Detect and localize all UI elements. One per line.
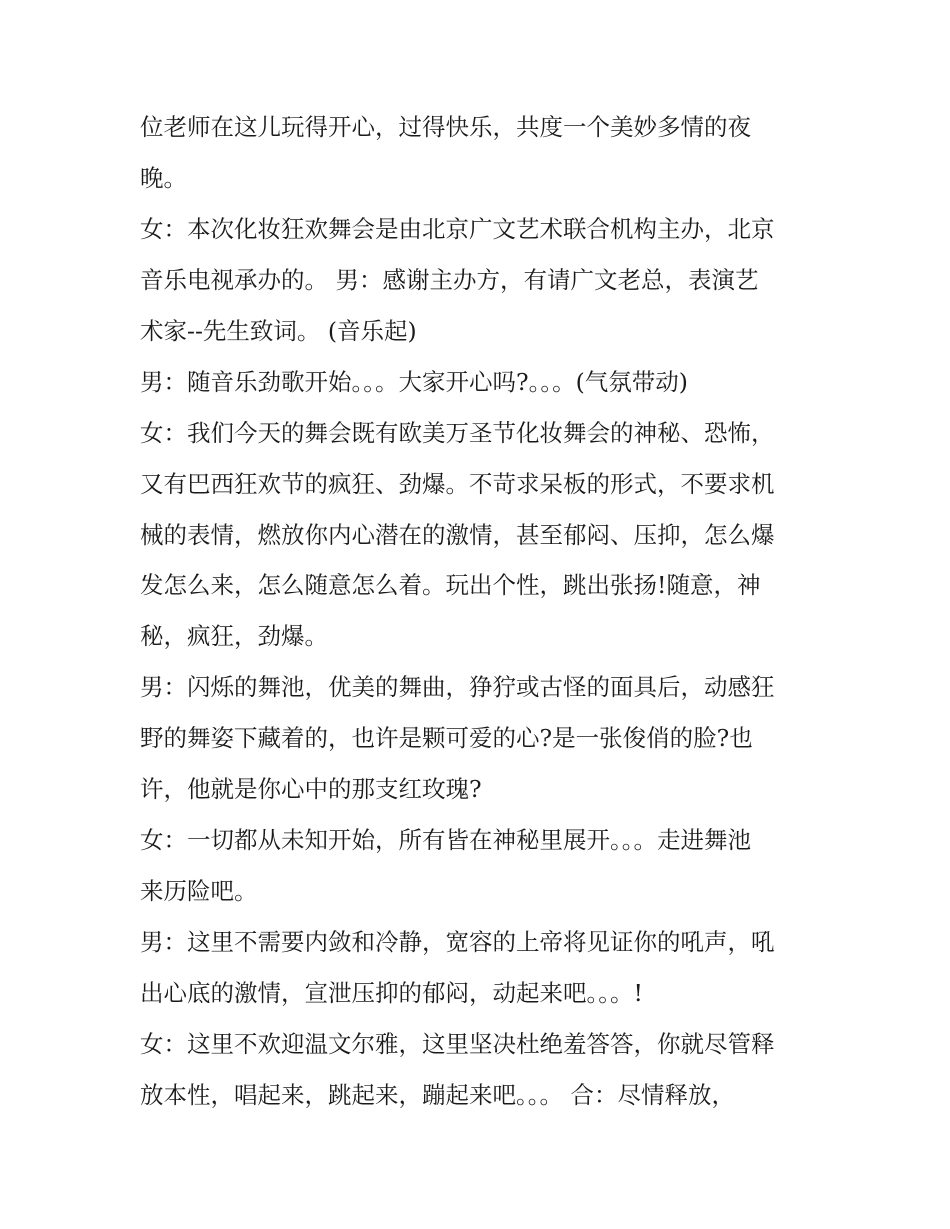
text-line: 械的表情，燃放你内心潜在的激情，甚至郁闷、压抑，怎么爆 bbox=[140, 520, 775, 549]
text-line: 女：本次化妆狂欢舞会是由北京广文艺术联合机构主办，北京 bbox=[140, 214, 775, 243]
body-text bbox=[140, 102, 820, 1121]
text-line: 晚。 bbox=[140, 163, 187, 192]
text-line: 女：我们今天的舞会既有欧美万圣节化妆舞会的神秘、恐怖， bbox=[140, 418, 775, 447]
text-line: 男：这里不需要内敛和冷静，宽容的上帝将见证你的吼声，吼 bbox=[140, 928, 775, 956]
text-line: 许，他就是你心中的那支红玫瑰? bbox=[140, 775, 482, 804]
text-line: 来历险吧。 bbox=[140, 877, 258, 906]
text-line: 音乐电视承办的。 男：感谢主办方，有请广文老总，表演艺 bbox=[140, 265, 759, 294]
text-line: 位老师在这儿玩得开心，过得快乐，共度一个美妙多情的夜 bbox=[140, 113, 751, 141]
text-line: 发怎么来，怎么随意怎么着。玩出个性，跳出张扬!随意，神 bbox=[140, 571, 761, 600]
text-line: 女：一切都从未知开始，所有皆在神秘里展开。。。走进舞池 bbox=[140, 826, 751, 855]
text-line: 又有巴西狂欢节的疯狂、劲爆。不苛求呆板的形式，不要求机 bbox=[140, 469, 775, 498]
text-line: 男：闪烁的舞池，优美的舞曲，狰狞或古怪的面具后，动感狂 bbox=[140, 673, 775, 702]
text-line: 出心底的激情，宣泄压抑的郁闷，动起来吧。。。! bbox=[140, 978, 643, 1007]
text-line: 秘，疯狂，劲爆。 bbox=[140, 622, 328, 651]
text-line: 放本性，唱起来，跳起来，蹦起来吧。。。 合：尽情释放， bbox=[140, 1080, 735, 1109]
text-line: 女：这里不欢迎温文尔雅，这里坚决杜绝羞答答，你就尽管释 bbox=[140, 1029, 775, 1058]
text-line: 术家--先生致词。 (音乐起) bbox=[140, 316, 417, 345]
text-line: 男：随音乐劲歌开始。。。大家开心吗?。。。(气氛带动) bbox=[140, 367, 688, 396]
text-line: 野的舞姿下藏着的，也许是颗可爱的心?是一张俊俏的脸?也 bbox=[140, 724, 753, 753]
